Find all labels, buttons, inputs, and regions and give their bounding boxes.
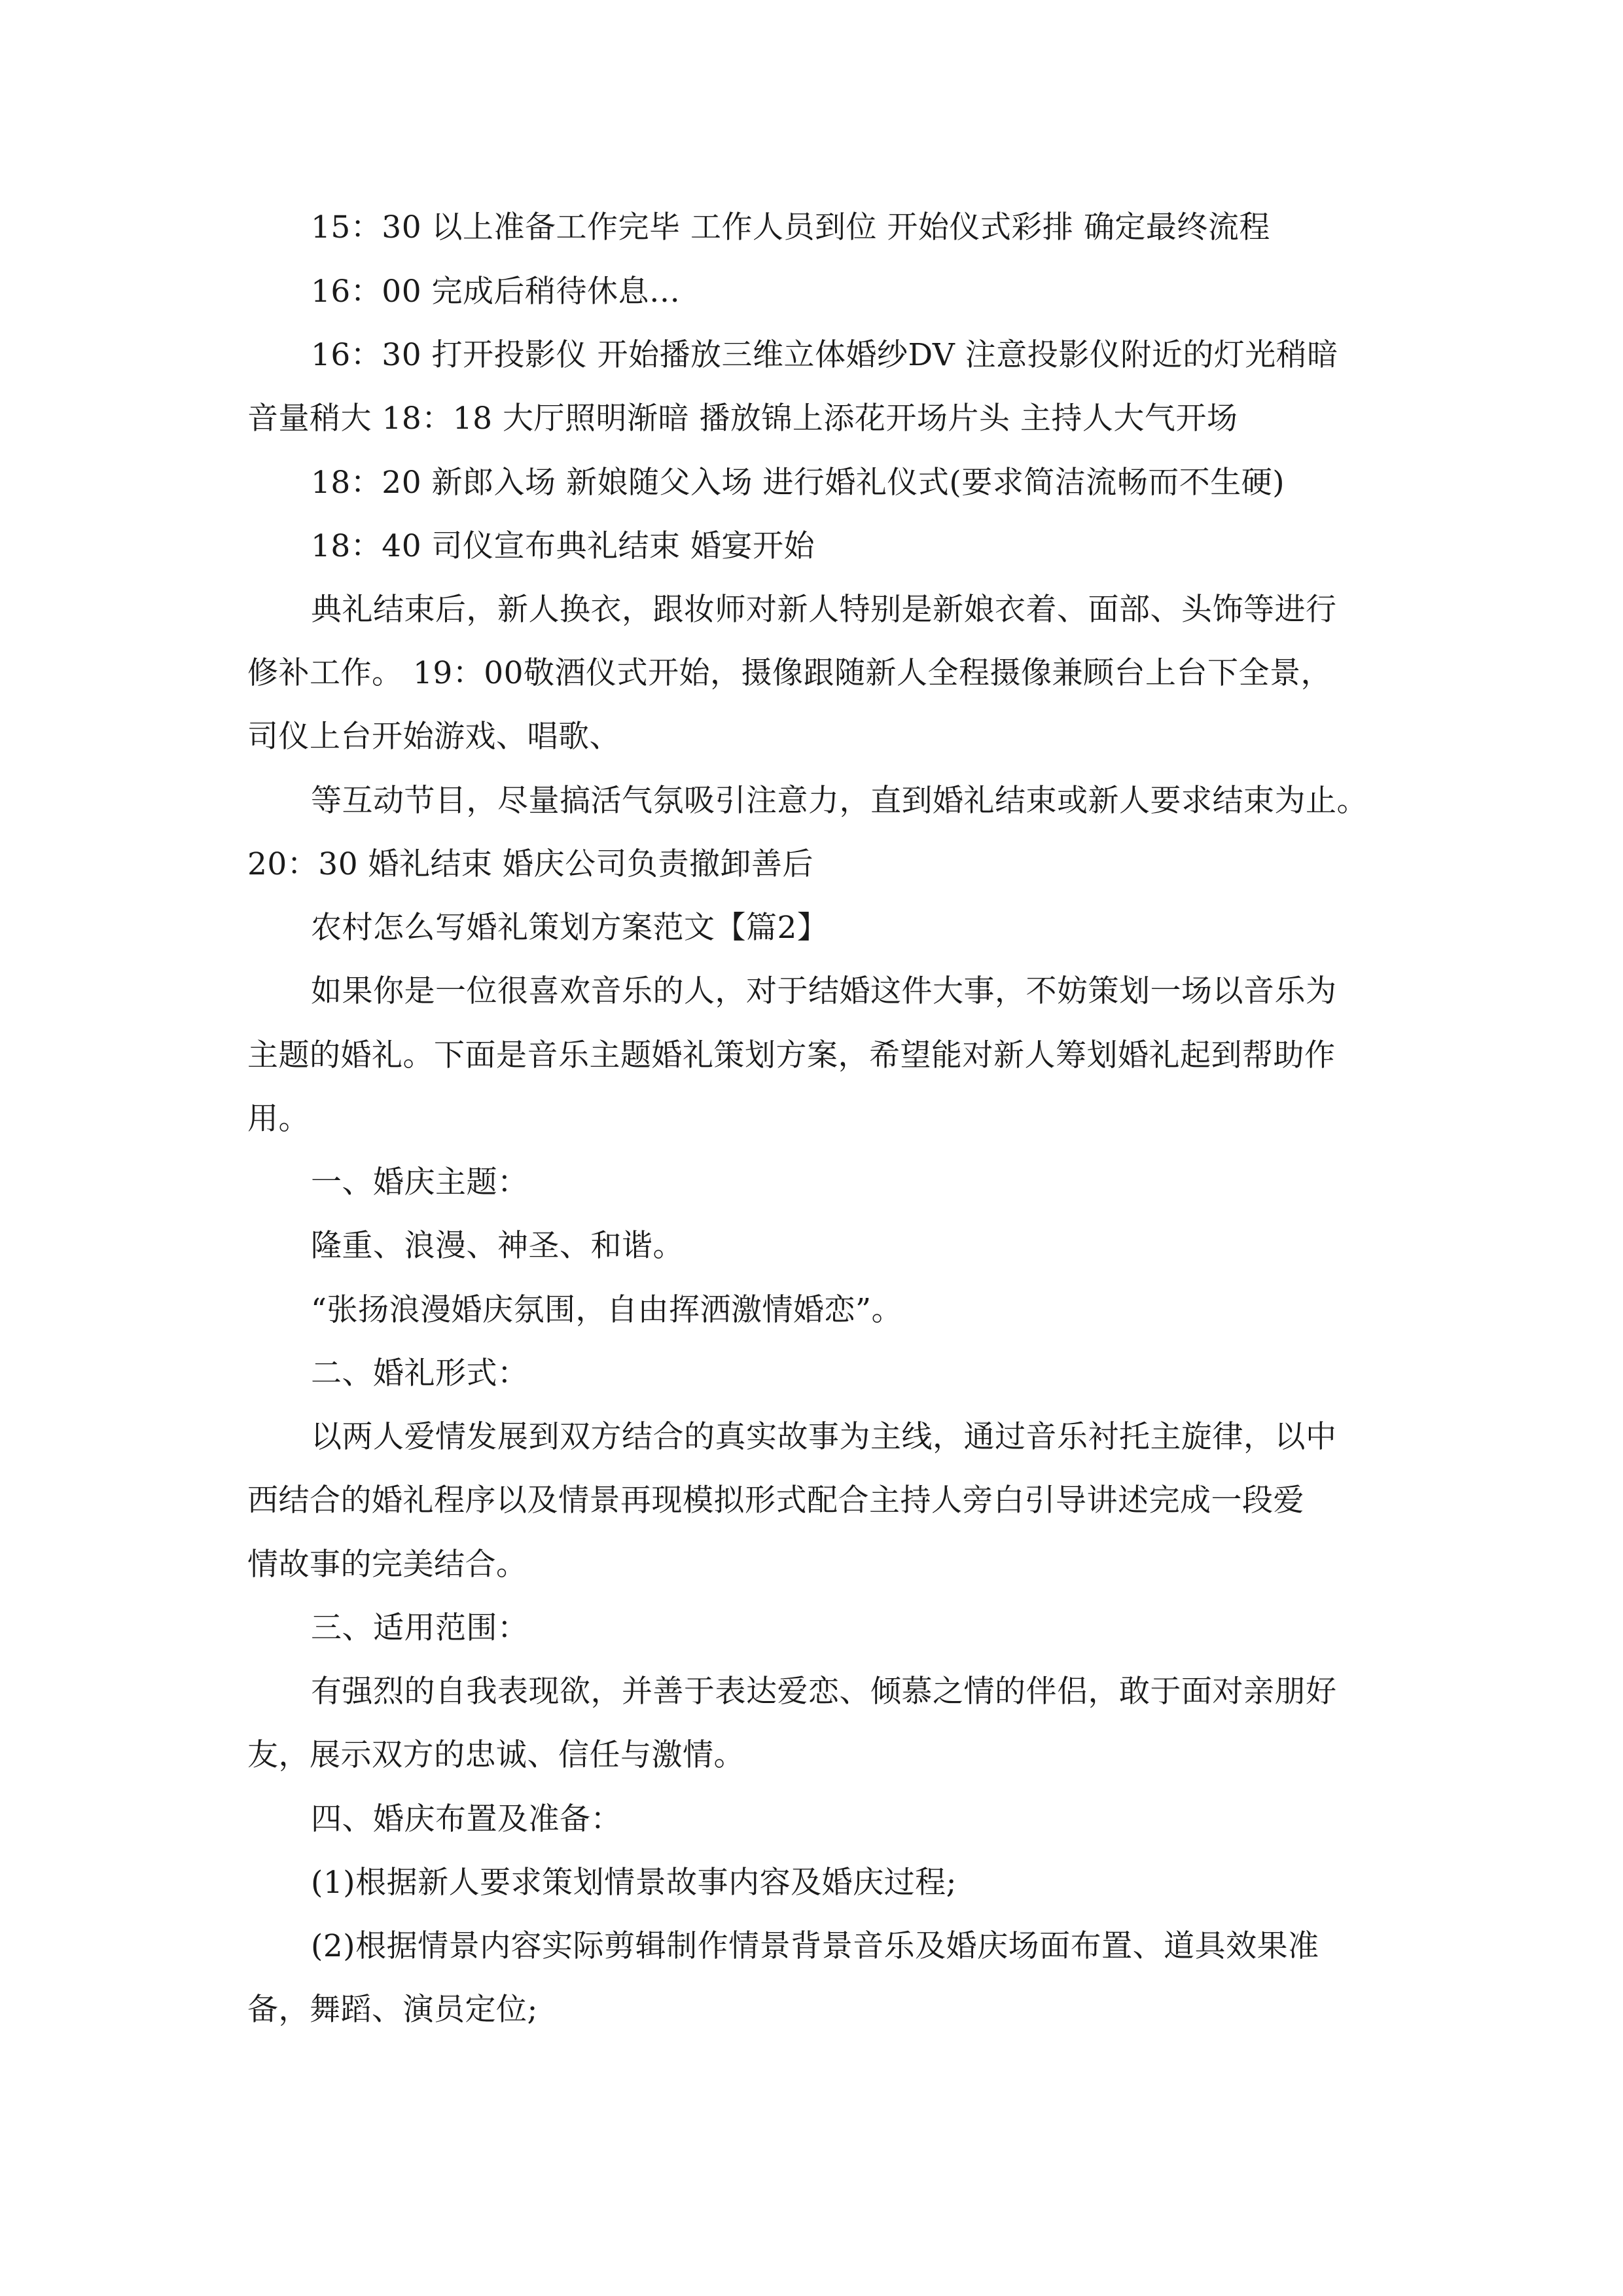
paragraph-line: 典礼结束后，新人换衣，跟妆师对新人特别是新娘衣着、面部、头饰等进行 [311,592,1337,628]
schedule-line-1600: 16：00 完成后稍待休息… [311,274,681,310]
paragraph-line: “张扬浪漫婚庆氛围，自由挥洒激情婚恋”。 [311,1292,903,1328]
paragraph-line: 有强烈的自我表现欲，并善于表达爱恋、倾慕之情的伴侣，敢于面对亲朋好 [311,1674,1337,1710]
paragraph-line: 司仪上台开始游戏、唱歌、 [247,719,620,755]
schedule-line-1530: 15：30 以上准备工作完毕 工作人员到位 开始仪式彩排 确定最终流程 [311,209,1270,245]
heading-theme: 一、婚庆主题： [311,1164,529,1200]
paragraph-line: 如果你是一位很喜欢音乐的人，对于结婚这件大事，不妨策划一场以音乐为 [311,973,1337,1009]
schedule-line-1818: 音量稍大 18：18 大厅照明渐暗 播放锦上添花开场片头 主持人大气开场 [247,401,1238,437]
schedule-line-1820: 18：20 新郎入场 新娘随父入场 进行婚礼仪式(要求简洁流畅而不生硬) [311,465,1285,501]
heading-form: 二、婚礼形式： [311,1355,529,1391]
paragraph-line: 隆重、浪漫、神圣、和谐。 [311,1228,684,1264]
list-item: (1)根据新人要求策划情景故事内容及婚庆过程; [311,1865,957,1901]
paragraph-line: 主题的婚礼。下面是音乐主题婚礼策划方案，希望能对新人筹划婚礼起到帮助作 [247,1037,1336,1073]
paragraph-line: 友，展示双方的忠诚、信任与激情。 [247,1737,745,1773]
schedule-line-1840: 18：40 司仪宣布典礼结束 婚宴开始 [311,528,815,564]
schedule-line-2030: 20：30 婚礼结束 婚庆公司负责撤卸善后 [247,846,813,882]
list-item: (2)根据情景内容实际剪辑制作情景背景音乐及婚庆场面布置、道具效果准 [311,1928,1319,1964]
paragraph-line: 以两人爱情发展到双方结合的真实故事为主线，通过音乐衬托主旋律，以中 [311,1419,1337,1455]
paragraph-line: 备，舞蹈、演员定位; [247,1992,538,2028]
paragraph-line: 等互动节目，尽量搞活气氛吸引注意力，直到婚礼结束或新人要求结束为止。 [311,783,1368,819]
heading-layout: 四、婚庆布置及准备： [311,1801,622,1837]
section-title: 农村怎么写婚礼策划方案范文【篇2】 [311,910,829,946]
paragraph-line: 用。 [247,1101,310,1137]
heading-scope: 三、适用范围： [311,1610,529,1646]
paragraph-line: 西结合的婚礼程序以及情景再现模拟形式配合主持人旁白引导讲述完成一段爱 [247,1482,1304,1518]
paragraph-line: 修补工作。 19：00敬酒仪式开始，摄像跟随新人全程摄像兼顾台上台下全景， [247,655,1332,691]
schedule-line-1630: 16：30 打开投影仪 开始播放三维立体婚纱DV 注意投影仪附近的灯光稍暗 [311,337,1338,373]
paragraph-line: 情故事的完美结合。 [247,1547,527,1583]
